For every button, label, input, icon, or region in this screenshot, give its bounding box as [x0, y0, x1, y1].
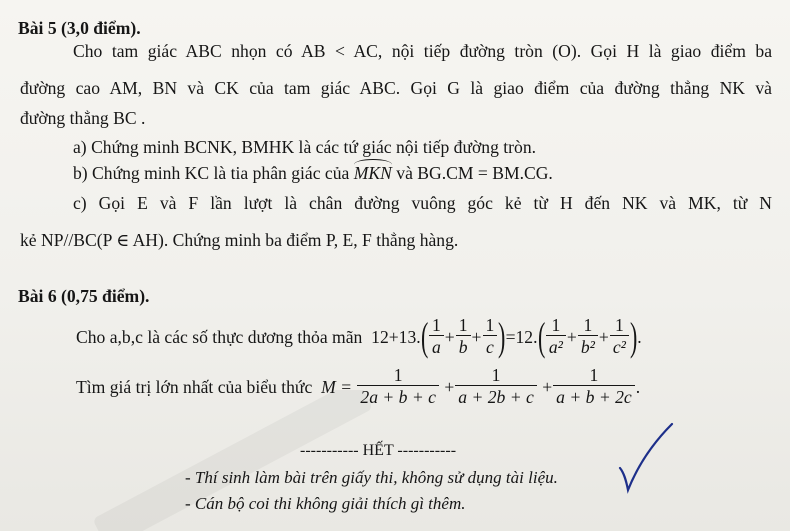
bai5-part-b-suffix: và BG.CM = BM.CG.	[396, 163, 553, 183]
frac-1-over-b: $\frac{1}{b}$	[456, 315, 471, 358]
eq-mid: =12.	[505, 326, 538, 347]
bai5-paragraph-line-1: Cho tam giác ABC nhọn có AB < AC, nội tiếp đường tròn (O). Gọi H là giao điểm ba	[73, 41, 772, 61]
bai6-given: Cho a,b,c là các số thực dương thỏa mãn 12+13. ( $\frac{1}{a}$ + $\frac{1}{b}$ + $\frac{1}{c}$ ) =12. ( $\frac{1}{\text{a²}}$ + $\frac{1}{\text{b²}}$ + $\frac{1}{\text{c²}}$ ) .	[76, 313, 642, 359]
footer-note-1: - Thí sinh làm bài trên giấy thi, không sử dụng tài liệu.	[185, 468, 558, 487]
bai5-part-a: a) Chứng minh BCNK, BMHK là các tứ giác nội tiếp đường tròn.	[73, 137, 537, 157]
frac-1-over-b-squared: $\frac{1}{\text{b²}}$	[578, 315, 598, 358]
bai6-heading: Bài 6 (0,75 điểm).	[18, 286, 150, 306]
paren-open: (	[420, 313, 428, 359]
bai6-given-text: Cho a,b,c là các số thực dương thỏa mãn	[76, 326, 363, 347]
checkmark-icon	[616, 418, 676, 498]
bai5-paragraph-line-2: đường cao AM, BN và CK của tam giác ABC. Gọi G là giao điểm của đường thẳng NK và	[20, 78, 772, 98]
paren-close-2: )	[629, 313, 638, 359]
bai6-find-text: Tìm giá trị lớn nhất của biểu thức	[76, 376, 313, 397]
expr-m: M =	[321, 376, 352, 397]
paren-open-2: (	[537, 313, 545, 359]
bai5-paragraph-line-3: đường thẳng BC .	[20, 108, 146, 128]
bai5-part-b	[73, 162, 553, 184]
footer-note-2: - Cán bộ coi thi không giải thích gì thêm.	[185, 494, 466, 513]
mfrac-1: $\frac{1}{2a + b + c}$	[357, 365, 439, 408]
frac-1-over-c-squared: $\frac{1}{\text{c²}}$	[610, 315, 629, 358]
frac-1-over-a: $\frac{1}{a}$	[429, 315, 444, 358]
end-marker: ----------- HẾT -----------	[300, 442, 457, 459]
frac-1-over-c: $\frac{1}{c}$	[482, 315, 497, 358]
bai6-find: Tìm giá trị lớn nhất của biểu thức M = $\frac{1}{2a + b + c}$ + $\frac{1}{a + 2b + c}$ + $\frac{1}{a + b + 2c}$ .	[76, 365, 641, 407]
bai5-part-c-line-2: kẻ NP//BC(P ∈ AH). Chứng minh ba điểm P, E, F thẳng hàng.	[20, 230, 459, 250]
mfrac-3: $\frac{1}{a + b + 2c}$	[553, 365, 635, 408]
mfrac-2: $\frac{1}{a + 2b + c}$	[455, 365, 537, 408]
bai5-heading: Bài 5 (3,0 điểm).	[18, 18, 141, 38]
bai5-part-c-line-1: c) Gọi E và F lần lượt là chân đường vuông góc kẻ từ H đến NK và MK, từ N	[73, 193, 772, 213]
eq-left: 12+13.	[371, 326, 421, 347]
bai5-part-b-prefix: b) Chứng minh KC là tia phân giác của	[73, 163, 350, 183]
frac-1-over-a-squared: $\frac{1}{\text{a²}}$	[546, 315, 566, 358]
paren-close: )	[498, 313, 506, 359]
arc-mkn: MKN	[353, 163, 392, 183]
